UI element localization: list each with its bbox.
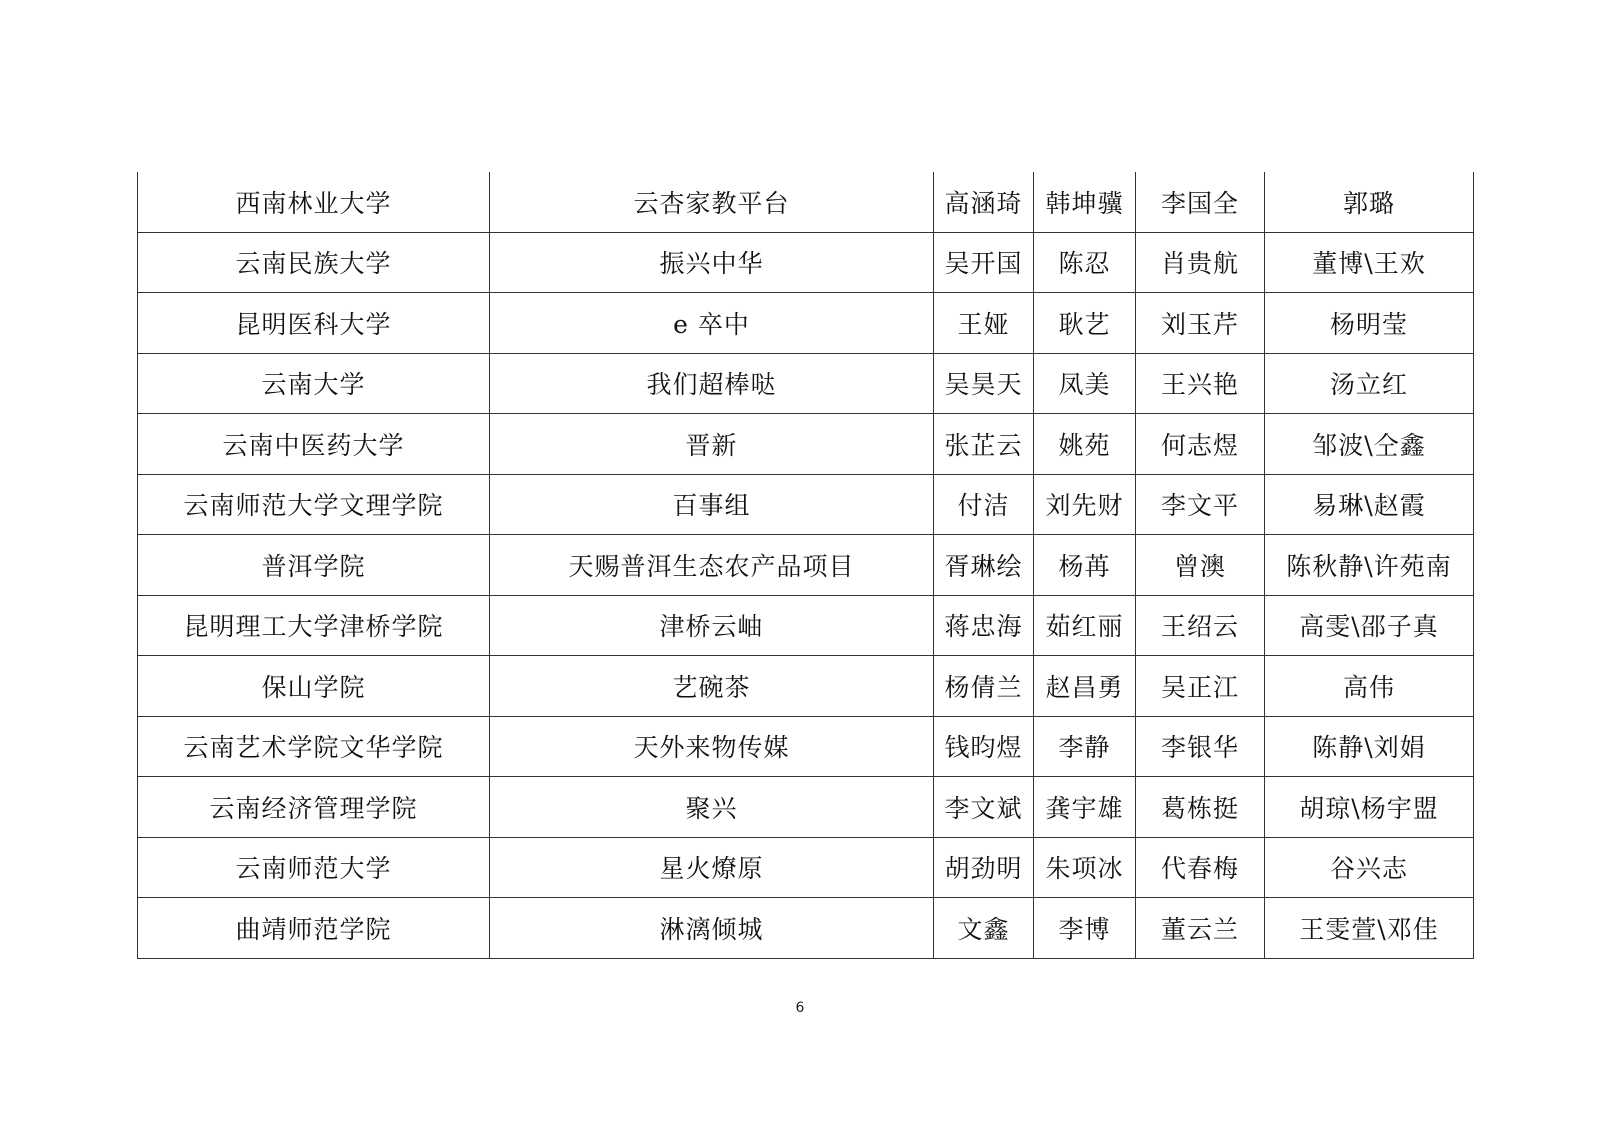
member-cell: 龚宇雄 (1034, 777, 1136, 838)
leader-cell: 李文斌 (934, 777, 1034, 838)
table-row (138, 172, 1474, 232)
table-row (138, 898, 1474, 959)
project-cell: e 卒中 (490, 293, 934, 354)
project-cell: 淋漓倾城 (490, 898, 934, 959)
table-row (138, 293, 1474, 354)
award-table (137, 172, 1474, 959)
table-row (138, 414, 1474, 475)
member-cell: 李静 (1034, 716, 1136, 777)
leader-cell: 胡劲明 (934, 837, 1034, 898)
advisor-cell: 汤立红 (1265, 353, 1474, 414)
project-cell: 聚兴 (490, 777, 934, 838)
table-row (138, 353, 1474, 414)
school-cell: 云南大学 (138, 353, 490, 414)
advisor-cell: 高雯\邵子真 (1265, 595, 1474, 656)
table-row (138, 595, 1474, 656)
advisor-cell: 高伟 (1265, 656, 1474, 717)
member-cell: 凤美 (1034, 353, 1136, 414)
table-row (138, 535, 1474, 596)
table-row (138, 232, 1474, 293)
member-cell: 李国全 (1136, 172, 1265, 232)
leader-cell: 张芷云 (934, 414, 1034, 475)
table-body (138, 172, 1474, 958)
school-cell: 曲靖师范学院 (138, 898, 490, 959)
leader-cell: 王娅 (934, 293, 1034, 354)
project-cell: 艺碗茶 (490, 656, 934, 717)
advisor-cell: 胡琼\杨宇盟 (1265, 777, 1474, 838)
table-row (138, 716, 1474, 777)
leader-cell: 胥琳绘 (934, 535, 1034, 596)
project-cell: 星火燎原 (490, 837, 934, 898)
member-cell: 代春梅 (1136, 837, 1265, 898)
leader-cell: 文鑫 (934, 898, 1034, 959)
member-cell: 韩坤骥 (1034, 172, 1136, 232)
member-cell: 杨苒 (1034, 535, 1136, 596)
advisor-cell: 郭璐 (1265, 172, 1474, 232)
page-number: 6 (795, 1000, 805, 1016)
member-cell: 姚苑 (1034, 414, 1136, 475)
member-cell: 王兴艳 (1136, 353, 1265, 414)
leader-cell: 钱昀煜 (934, 716, 1034, 777)
member-cell: 葛栋挺 (1136, 777, 1265, 838)
member-cell: 茹红丽 (1034, 595, 1136, 656)
school-cell: 云南师范大学 (138, 837, 490, 898)
member-cell: 李银华 (1136, 716, 1265, 777)
advisor-cell: 谷兴志 (1265, 837, 1474, 898)
leader-cell: 吴开国 (934, 232, 1034, 293)
school-cell: 昆明理工大学津桥学院 (138, 595, 490, 656)
member-cell: 刘先财 (1034, 474, 1136, 535)
table-row (138, 656, 1474, 717)
member-cell: 朱项冰 (1034, 837, 1136, 898)
school-cell: 西南林业大学 (138, 172, 490, 232)
school-cell: 保山学院 (138, 656, 490, 717)
leader-cell: 蒋忠海 (934, 595, 1034, 656)
member-cell: 曾澳 (1136, 535, 1265, 596)
school-cell: 云南民族大学 (138, 232, 490, 293)
member-cell: 李博 (1034, 898, 1136, 959)
advisor-cell: 杨明莹 (1265, 293, 1474, 354)
school-cell: 云南艺术学院文华学院 (138, 716, 490, 777)
member-cell: 李文平 (1136, 474, 1265, 535)
project-cell: 振兴中华 (490, 232, 934, 293)
member-cell: 何志煜 (1136, 414, 1265, 475)
project-cell: 晋新 (490, 414, 934, 475)
school-cell: 云南师范大学文理学院 (138, 474, 490, 535)
table-row (138, 777, 1474, 838)
leader-cell: 付洁 (934, 474, 1034, 535)
advisor-cell: 董博\王欢 (1265, 232, 1474, 293)
project-cell: 云杏家教平台 (490, 172, 934, 232)
member-cell: 刘玉芹 (1136, 293, 1265, 354)
project-cell: 津桥云岫 (490, 595, 934, 656)
school-cell: 普洱学院 (138, 535, 490, 596)
member-cell: 吴正江 (1136, 656, 1265, 717)
advisor-cell: 陈秋静\许苑南 (1265, 535, 1474, 596)
project-cell: 百事组 (490, 474, 934, 535)
leader-cell: 杨倩兰 (934, 656, 1034, 717)
member-cell: 董云兰 (1136, 898, 1265, 959)
leader-cell: 高涵琦 (934, 172, 1034, 232)
advisor-cell: 邹波\仝鑫 (1265, 414, 1474, 475)
member-cell: 赵昌勇 (1034, 656, 1136, 717)
member-cell: 肖贵航 (1136, 232, 1265, 293)
leader-cell: 吴昊天 (934, 353, 1034, 414)
member-cell: 王绍云 (1136, 595, 1265, 656)
school-cell: 云南经济管理学院 (138, 777, 490, 838)
advisor-cell: 王雯萱\邓佳 (1265, 898, 1474, 959)
school-cell: 云南中医药大学 (138, 414, 490, 475)
project-cell: 天外来物传媒 (490, 716, 934, 777)
member-cell: 陈忍 (1034, 232, 1136, 293)
project-cell: 我们超棒哒 (490, 353, 934, 414)
advisor-cell: 易琳\赵霞 (1265, 474, 1474, 535)
table-row (138, 837, 1474, 898)
member-cell: 耿艺 (1034, 293, 1136, 354)
project-cell: 天赐普洱生态农产品项目 (490, 535, 934, 596)
school-cell: 昆明医科大学 (138, 293, 490, 354)
table-row (138, 474, 1474, 535)
advisor-cell: 陈静\刘娟 (1265, 716, 1474, 777)
